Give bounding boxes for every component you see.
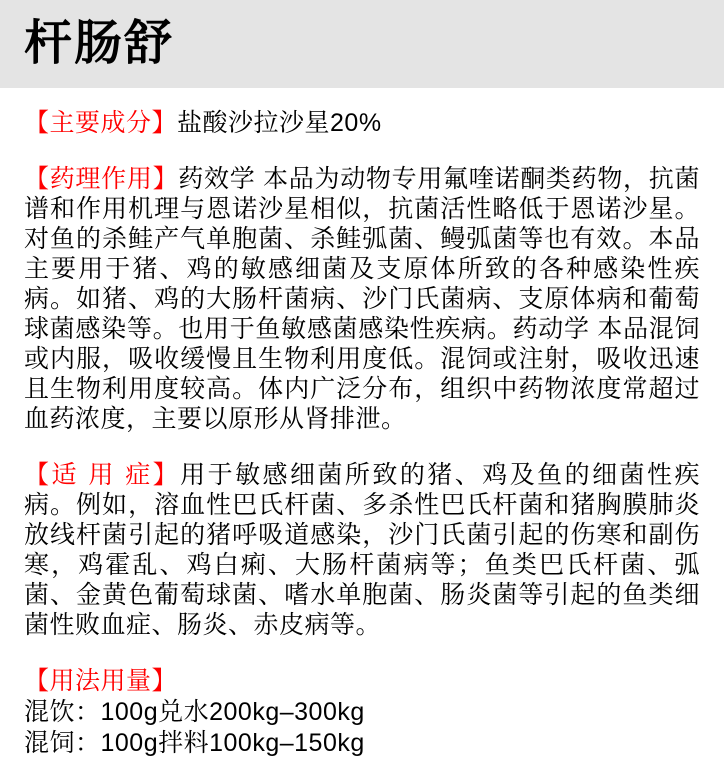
main-ingredients-label: 【主要成分】 (24, 109, 178, 137)
product-description (0, 88, 724, 759)
section-indications (24, 460, 700, 640)
indications-label: 【适 用 症】 (24, 461, 181, 489)
dosage-line-feed-mixing: 混饲：100g拌料100kg–150kg (24, 729, 365, 757)
main-ingredients-text: 盐酸沙拉沙星20% (177, 109, 382, 137)
indications-text: 用于敏感细菌所致的猪、鸡及鱼的细菌性疾病。例如，溶血性巴氏杆菌、多杀性巴氏杆菌和猪胸膜肺炎放线杆菌引起的猪呼吸道感染，沙门氏菌引起的伤寒和副伤寒，鸡霍乱、鸡白痢、大肠杆菌病等；鱼类巴氏杆菌、弧菌、金黄色葡萄球菌、嗜水单胞菌、肠炎菌等引起的鱼类细菌性败血症、肠炎、赤皮病等。 (24, 461, 700, 639)
dosage-line-drinking-water: 混饮：100g兑水200kg–300kg (24, 698, 365, 726)
title-band (0, 0, 724, 88)
section-pharmacology (24, 164, 700, 434)
dosage-label: 【用法用量】 (24, 667, 178, 695)
product-title: 杆肠舒 (24, 17, 175, 70)
section-main-ingredients (24, 108, 700, 138)
pharmacology-label: 【药理作用】 (24, 165, 179, 193)
section-dosage (24, 666, 700, 759)
dosage-label-line (24, 666, 700, 697)
pharmacology-text: 药效学 本品为动物专用氟喹诺酮类药物，抗菌谱和作用机理与恩诺沙星相似，抗菌活性略低于恩诺沙星。对鱼的杀鲑产气单胞菌、杀鲑弧菌、鳗弧菌等也有效。本品主要用于猪、鸡的敏感细菌及支原体所致的各种感染性疾病。如猪、鸡的大肠杆菌病、沙门氏菌病、支原体病和葡萄球菌感染等。也用于鱼敏感菌感染性疾病。药动学 本品混饲或内服，吸收缓慢且生物利用度低。混饲或注射，吸收迅速且生物利用度较高。体内广泛分布，组织中药物浓度常超过血药浓度，主要以原形从肾排泄。 (24, 165, 700, 433)
